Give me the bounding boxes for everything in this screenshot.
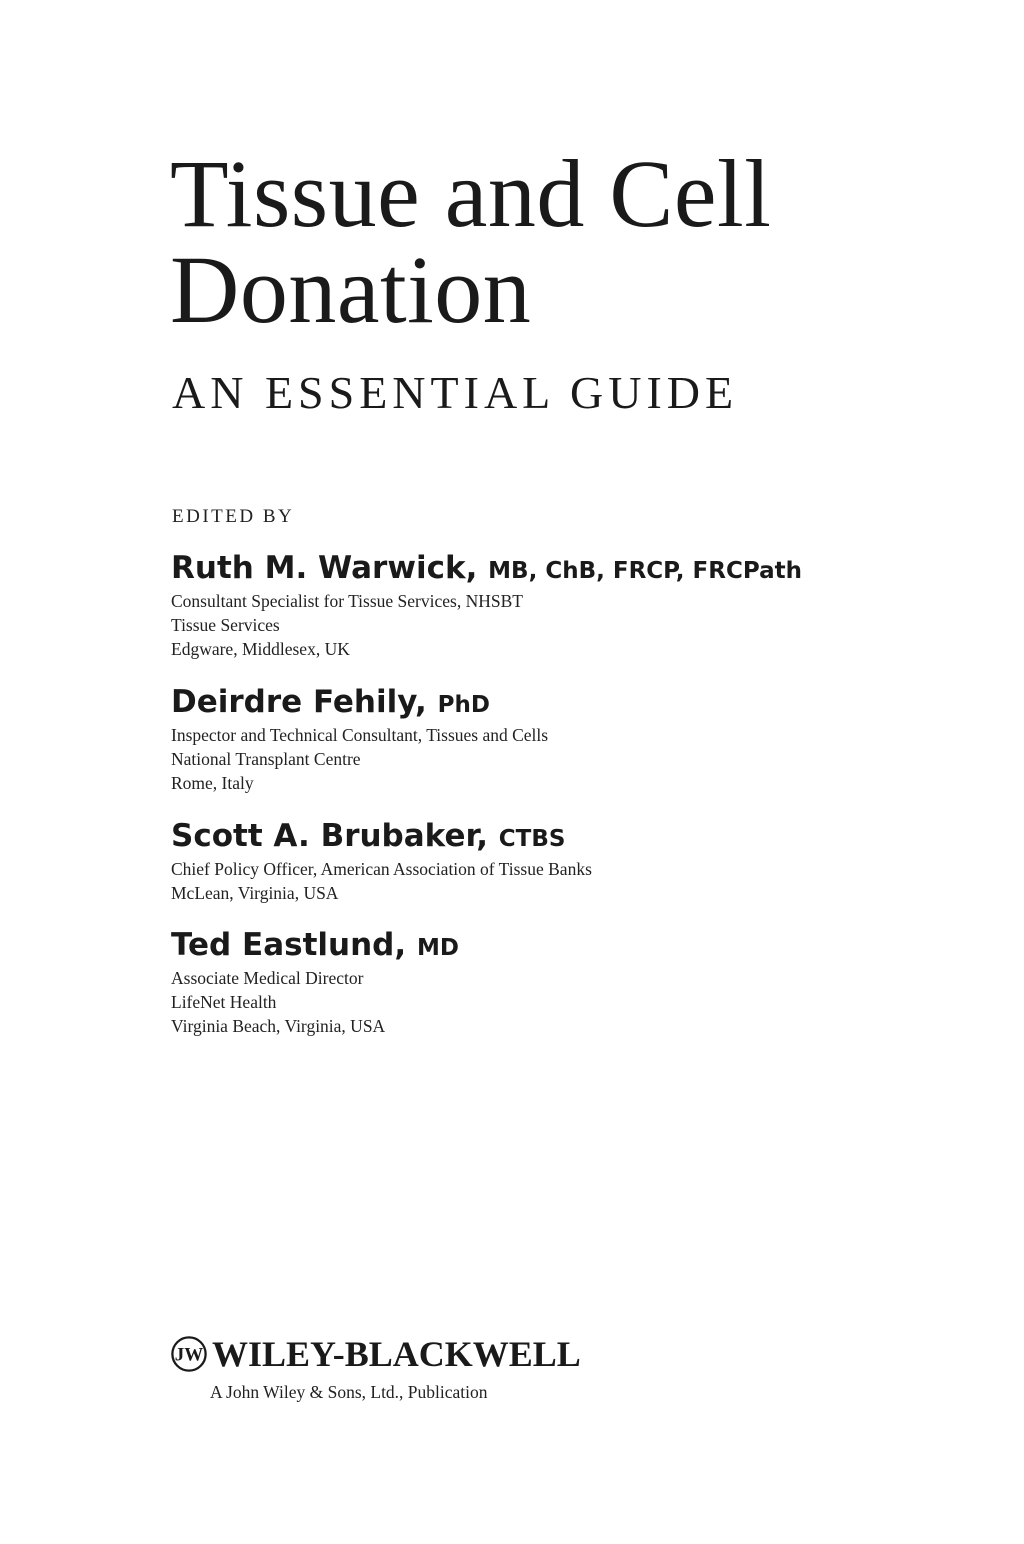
book-subtitle: AN ESSENTIAL GUIDE <box>172 367 739 418</box>
publisher-tagline: A John Wiley & Sons, Ltd., Publication <box>210 1382 488 1402</box>
editor-name-line <box>171 550 802 589</box>
editor-name-line <box>171 684 548 723</box>
editor-affiliation: National Transplant Centre <box>171 749 361 769</box>
editor-block <box>171 927 459 1038</box>
publisher-imprint <box>170 1334 581 1403</box>
editor-credentials: MB, ChB, FRCP, FRCPath <box>488 558 802 584</box>
editor-location: Edgware, Middlesex, UK <box>171 639 350 659</box>
editor-affiliation: LifeNet Health <box>171 992 277 1012</box>
editor-affiliation: Associate Medical Director <box>171 968 364 988</box>
editor-location: Rome, Italy <box>171 773 254 793</box>
editor-name-line <box>171 927 459 966</box>
editor-affiliation: Tissue Services <box>171 615 280 635</box>
editor-affiliation: Inspector and Technical Consultant, Tissues and Cells <box>171 725 549 745</box>
edited-by-label: EDITED BY <box>172 506 295 527</box>
publisher-name: WILEY-BLACKWELL <box>212 1334 581 1374</box>
editor-name: Scott A. Brubaker, <box>171 818 488 854</box>
editor-name: Ruth M. Warwick, <box>171 550 478 586</box>
wiley-logo-monogram: JW <box>174 1344 204 1366</box>
editor-affiliation: Chief Policy Officer, American Association of Tissue Banks <box>171 859 592 879</box>
editor-credentials: MD <box>416 935 459 961</box>
book-title-line-2: Donation <box>170 236 532 343</box>
editor-location: McLean, Virginia, USA <box>171 883 339 903</box>
editor-credentials: PhD <box>437 692 490 718</box>
book-title-line-1: Tissue and Cell <box>170 140 772 247</box>
wiley-logo-icon <box>170 1335 208 1373</box>
editor-block <box>171 684 548 795</box>
editor-credentials: CTBS <box>498 826 566 852</box>
book-title <box>170 140 970 343</box>
editor-block <box>171 818 592 905</box>
editor-name: Ted Eastlund, <box>171 927 407 963</box>
editor-affiliation: Consultant Specialist for Tissue Services, NHSBT <box>171 591 523 611</box>
editor-name: Deirdre Fehily, <box>171 684 427 720</box>
editor-block <box>171 550 802 661</box>
publisher-logo-row <box>170 1334 581 1374</box>
editor-location: Virginia Beach, Virginia, USA <box>171 1016 386 1036</box>
editor-name-line <box>171 818 592 857</box>
